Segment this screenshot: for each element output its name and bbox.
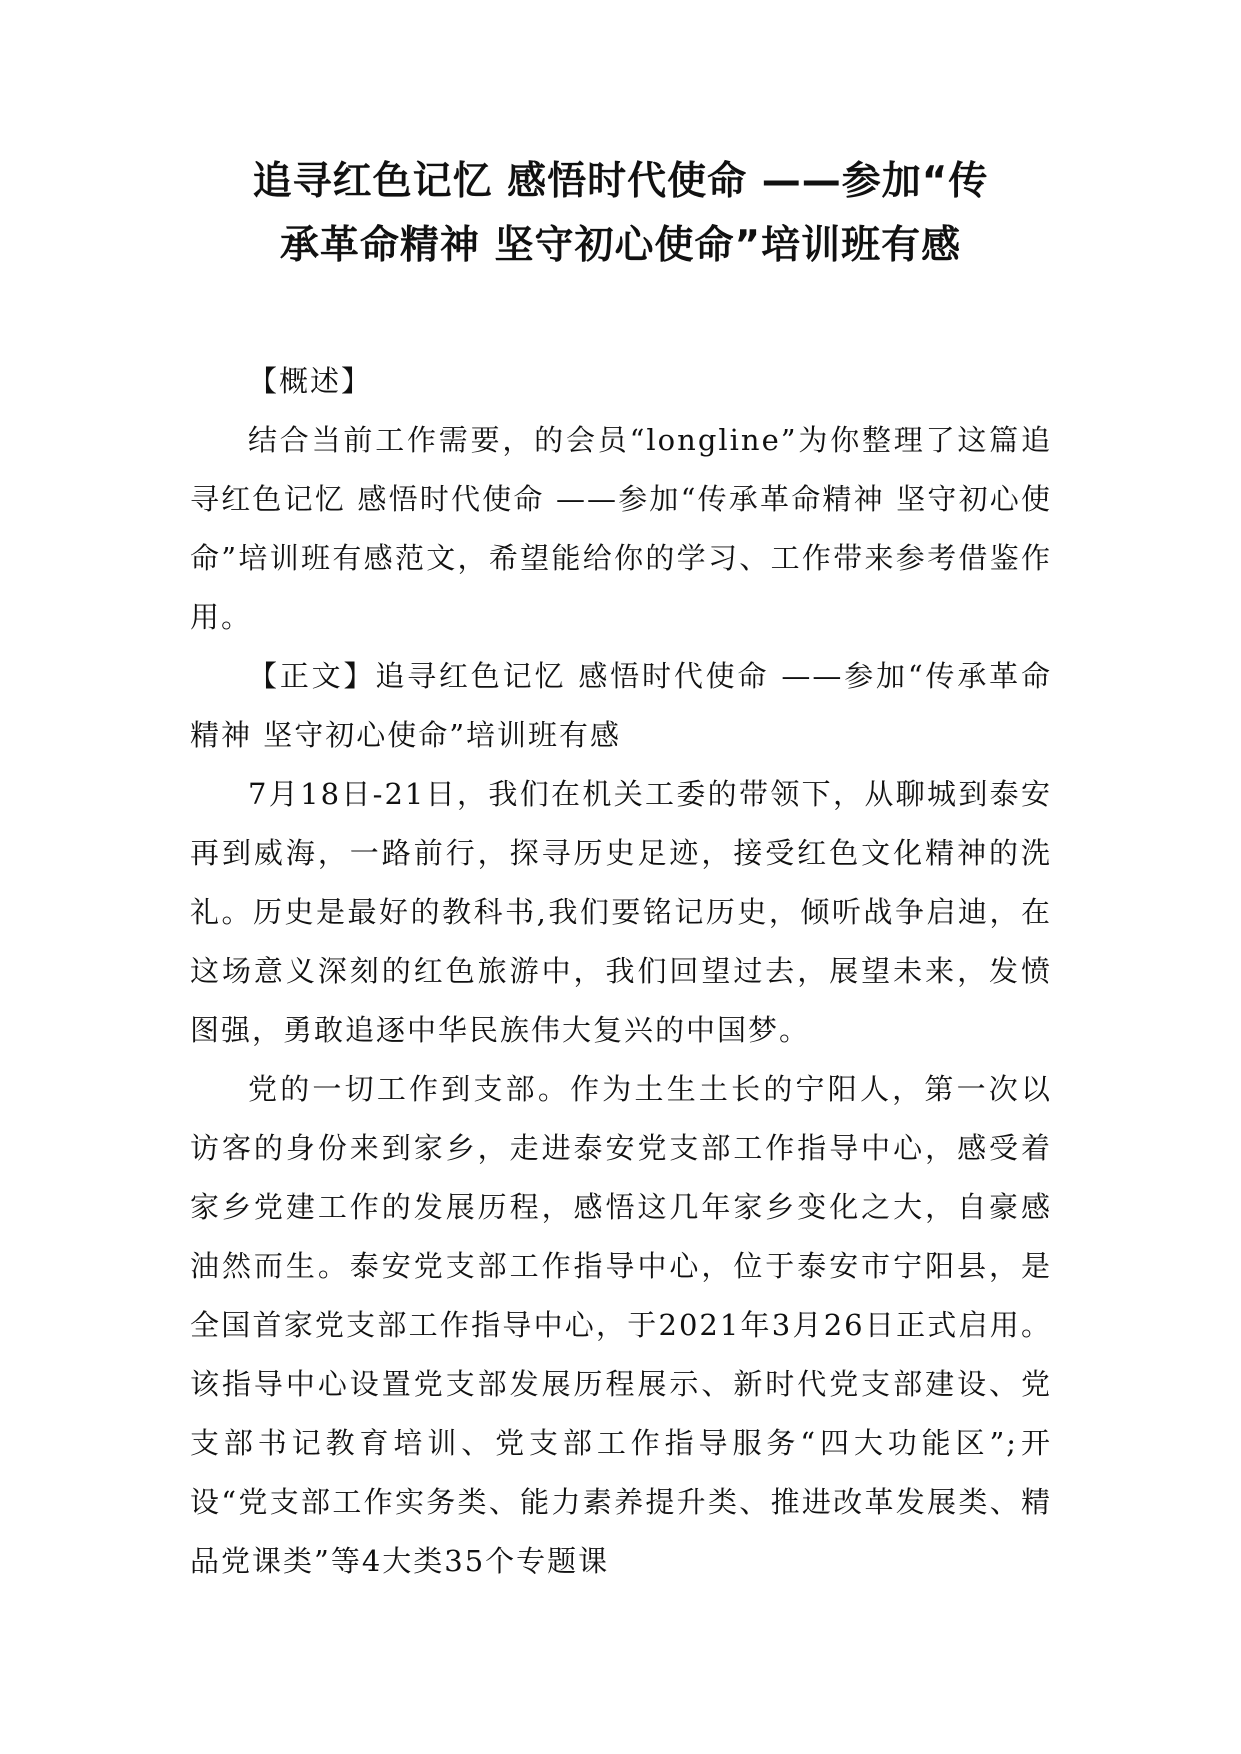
body-paragraph-1: 7月18日-21日，我们在机关工委的带领下，从聊城到泰安再到威海，一路前行，探寻历史足迹，接受红色文化精神的洗礼。历史是最好的教科书,我们要铭记历史，倾听战争启迪，在这场意义深刻的红色旅游中，我们回望过去，展望未来，发愤图强，勇敢追逐中华民族伟大复兴的中国梦。 <box>190 777 1052 1047</box>
main-heading: 【正文】追寻红色记忆 感悟时代使命 ——参加“传承革命精神 坚守初心使命”培训班有感 <box>190 659 1052 752</box>
body-paragraph-2: 党的一切工作到支部。作为土生土长的宁阳人，第一次以访客的身份来到家乡，走进泰安党支部工作指导中心，感受着家乡党建工作的发展历程，感悟这几年家乡变化之大，自豪感油然而生。泰安党支部工作指导中心，位于泰安市宁阳县，是全国首家党支部工作指导中心，于2021年3月26日正式启用。该指导中心设置党支部发展历程展示、新时代党支部建设、党支部书记教育培训、党支部工作指导服务“四大功能区”;开设“党支部工作实务类、能力素养提升类、推进改革发展类、精品党课类”等4大类35个专题课 <box>190 1072 1052 1578</box>
summary-heading: 【概述】 <box>248 364 373 398</box>
title-line-2: 承革命精神 坚守初心使命”培训班有感 <box>279 223 962 268</box>
title-line-1: 追寻红色记忆 感悟时代使命 ——参加“传 <box>252 159 989 204</box>
summary-paragraph: 结合当前工作需要，的会员“longline”为你整理了这篇追寻红色记忆 感悟时代使命 ——参加“传承革命精神 坚守初心使命”培训班有感范文，希望能给你的学习、工作带来参考借鉴作用。 <box>190 423 1052 634</box>
document-body <box>190 352 1052 1591</box>
document-title <box>150 150 1091 278</box>
